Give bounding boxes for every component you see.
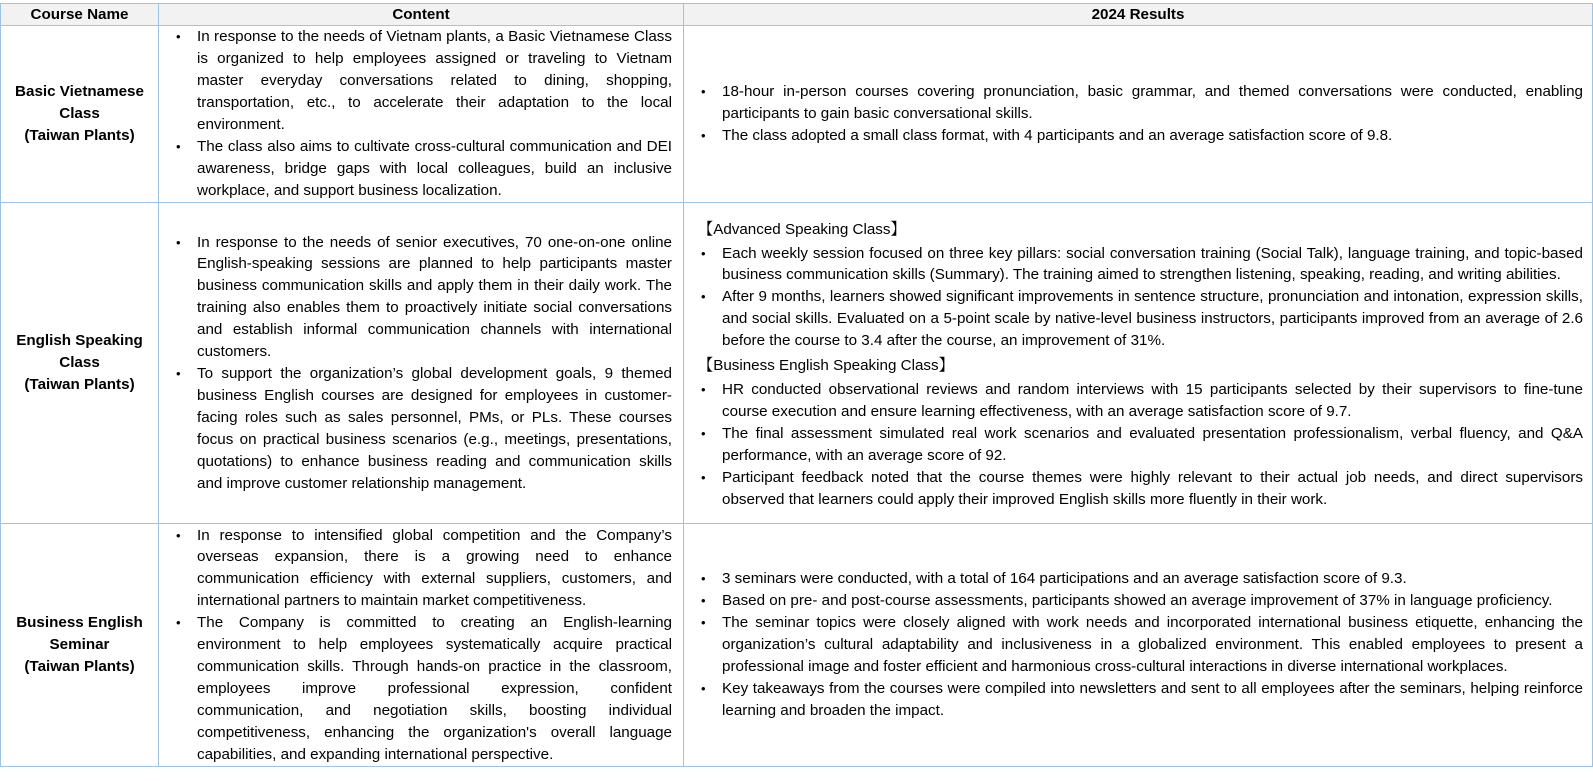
list-item: • 3 seminars were conducted, with a total of 164 participations and an average satisfaction score of 9.3. [698, 568, 1583, 590]
content-cell [159, 203, 684, 524]
course-name-line: (Taiwan Plants) [24, 127, 135, 144]
list-item: • HR conducted observational reviews and random interviews with 15 participants selected by their supervisors to fine-tune course execution and ensure learning effectiveness, with an average satisfaction score of 9.7. [701, 381, 1583, 420]
list-item: • In response to the needs of Vietnam plants, a Basic Vietnamese Class is organized to help employees assigned or traveling to Vietnam master everyday conversations related to dining, shopping, transportation, etc., to accelerate their adaptation to the local environment. [176, 28, 672, 133]
header-content: Content [159, 4, 684, 26]
list-item: • Participant feedback noted that the course themes were highly relevant to their actual job needs, and direct supervisors observed that learners could apply their improved English skills more fluently in their work. [701, 468, 1583, 508]
bullet-icon: • [701, 245, 706, 261]
bullet-icon: • [701, 680, 706, 696]
course-name-cell [1, 203, 159, 524]
course-name-line: (Taiwan Plants) [24, 376, 135, 393]
list-item: • After 9 months, learners showed significant improvements in sentence structure, pronunciation and intonation, expression skills, and social skills. Evaluated on a 5-point scale by native-level business instructors, participants improved from an average of 2.6 before the course to 3.4 after the course, an improvement of 31%. [701, 288, 1583, 350]
bullet-icon: • [701, 615, 706, 631]
list-item: • Based on pre- and post-course assessments, participants showed an average improvement of 37% in language proficiency. [698, 590, 1583, 612]
bullet-icon: • [176, 29, 181, 45]
course-name-line: Business English [16, 614, 143, 631]
course-name-cell [1, 26, 159, 203]
list-item: • To support the organization’s global development goals, 9 themed business English courses are designed for employees in customer-facing roles such as sales personnel, PMs, or PLs. These courses focus on practical business scenarios (e.g., meetings, presentations, quotations) to enhance business reading and communication skills and improve customer relationship management. [176, 365, 672, 492]
course-name-line: Seminar [49, 636, 110, 653]
list-item: • The class also aims to cultivate cross-cultural communication and DEI awareness, bridge gaps with local colleagues, build an inclusive workplace, and support business localization. [176, 137, 672, 199]
bullet-icon: • [176, 615, 181, 631]
table-row [1, 524, 1593, 767]
table-row [1, 26, 1593, 203]
bullet-icon: • [176, 527, 181, 543]
bullet-icon: • [701, 382, 706, 398]
list-item: • The Company is committed to creating an English-learning environment to help employees systematically acquire practical communication skills. Through hands-on practice in the classroom, employees improve professional expression, confident communication, and negotiation skills, boosting individual competitiveness, enhancing the organization's overall language capabilities, and expanding international perspective. [176, 614, 672, 763]
bullet-icon: • [701, 127, 706, 143]
bullet-icon: • [701, 571, 706, 587]
content-cell [159, 26, 684, 203]
list-item: • The final assessment simulated real work scenarios and evaluated presentation professionalism, verbal fluency, and Q&A performance, with an average score of 92. [701, 424, 1583, 464]
bullet-icon: • [176, 234, 181, 250]
bullet-icon: • [701, 469, 706, 485]
course-name-cell [1, 524, 159, 767]
list-item: • The seminar topics were closely aligned with work needs and incorporated international business etiquette, enhancing the organization’s cultural adaptability and inclusiveness in a globalized environment. This enabled employees to present a professional image and foster efficient and harmonious cross-cultural interactions in diverse international workplaces. [701, 614, 1583, 675]
content-cell [159, 524, 684, 767]
list-item: • 18-hour in-person courses covering pronunciation, basic grammar, and themed conversations were conducted, enabling participants to gain basic conversational skills. [701, 83, 1583, 123]
course-name-line: (Taiwan Plants) [24, 658, 135, 675]
results-cell [684, 26, 1593, 203]
bullet-icon: • [701, 425, 706, 441]
subsection-heading: 【Advanced Speaking Class】 [698, 220, 906, 238]
course-name-line: Class [59, 354, 100, 371]
bullet-icon: • [701, 289, 706, 305]
list-item: • Each weekly session focused on three key pillars: social conversation training (Social Talk), language training, and topic-based business communication skills (Summary). The training aimed to strengthen listening, speaking, reading, and writing abilities. [701, 244, 1583, 284]
bullet-icon: • [176, 138, 181, 154]
list-item: • In response to intensified global competition and the Company’s overseas expansion, there is a growing need to enhance communication efficiency with external suppliers, customers, and international partners to maintain market competitiveness. [176, 526, 672, 610]
subsection-heading: 【Business English Speaking Class】 [698, 357, 954, 375]
results-cell [684, 524, 1593, 767]
bullet-icon: • [701, 84, 706, 100]
header-course-name: Course Name [1, 4, 159, 26]
course-name-line: Class [59, 105, 100, 122]
results-cell [684, 203, 1593, 524]
header-row [1, 4, 1593, 26]
list-item: • The class adopted a small class format, with 4 participants and an average satisfaction score of 9.8. [698, 125, 1583, 147]
course-name-line: English Speaking [16, 332, 143, 349]
header-results: 2024 Results [684, 4, 1593, 26]
course-name-line: Basic Vietnamese [15, 83, 144, 100]
course-results-table [0, 3, 1593, 767]
list-item: • Key takeaways from the courses were compiled into newsletters and sent to all employees after the seminars, helping reinforce learning and broaden the impact. [701, 679, 1583, 719]
table-row [1, 203, 1593, 524]
list-item: • In response to the needs of senior executives, 70 one-on-one online English-speaking sessions are planned to help participants master business communication skills and apply them in their daily work. The training also enables them to proactively initiate social conversations and establish informal communication channels with international customers. [176, 233, 672, 361]
bullet-icon: • [176, 366, 181, 381]
bullet-icon: • [701, 593, 706, 609]
